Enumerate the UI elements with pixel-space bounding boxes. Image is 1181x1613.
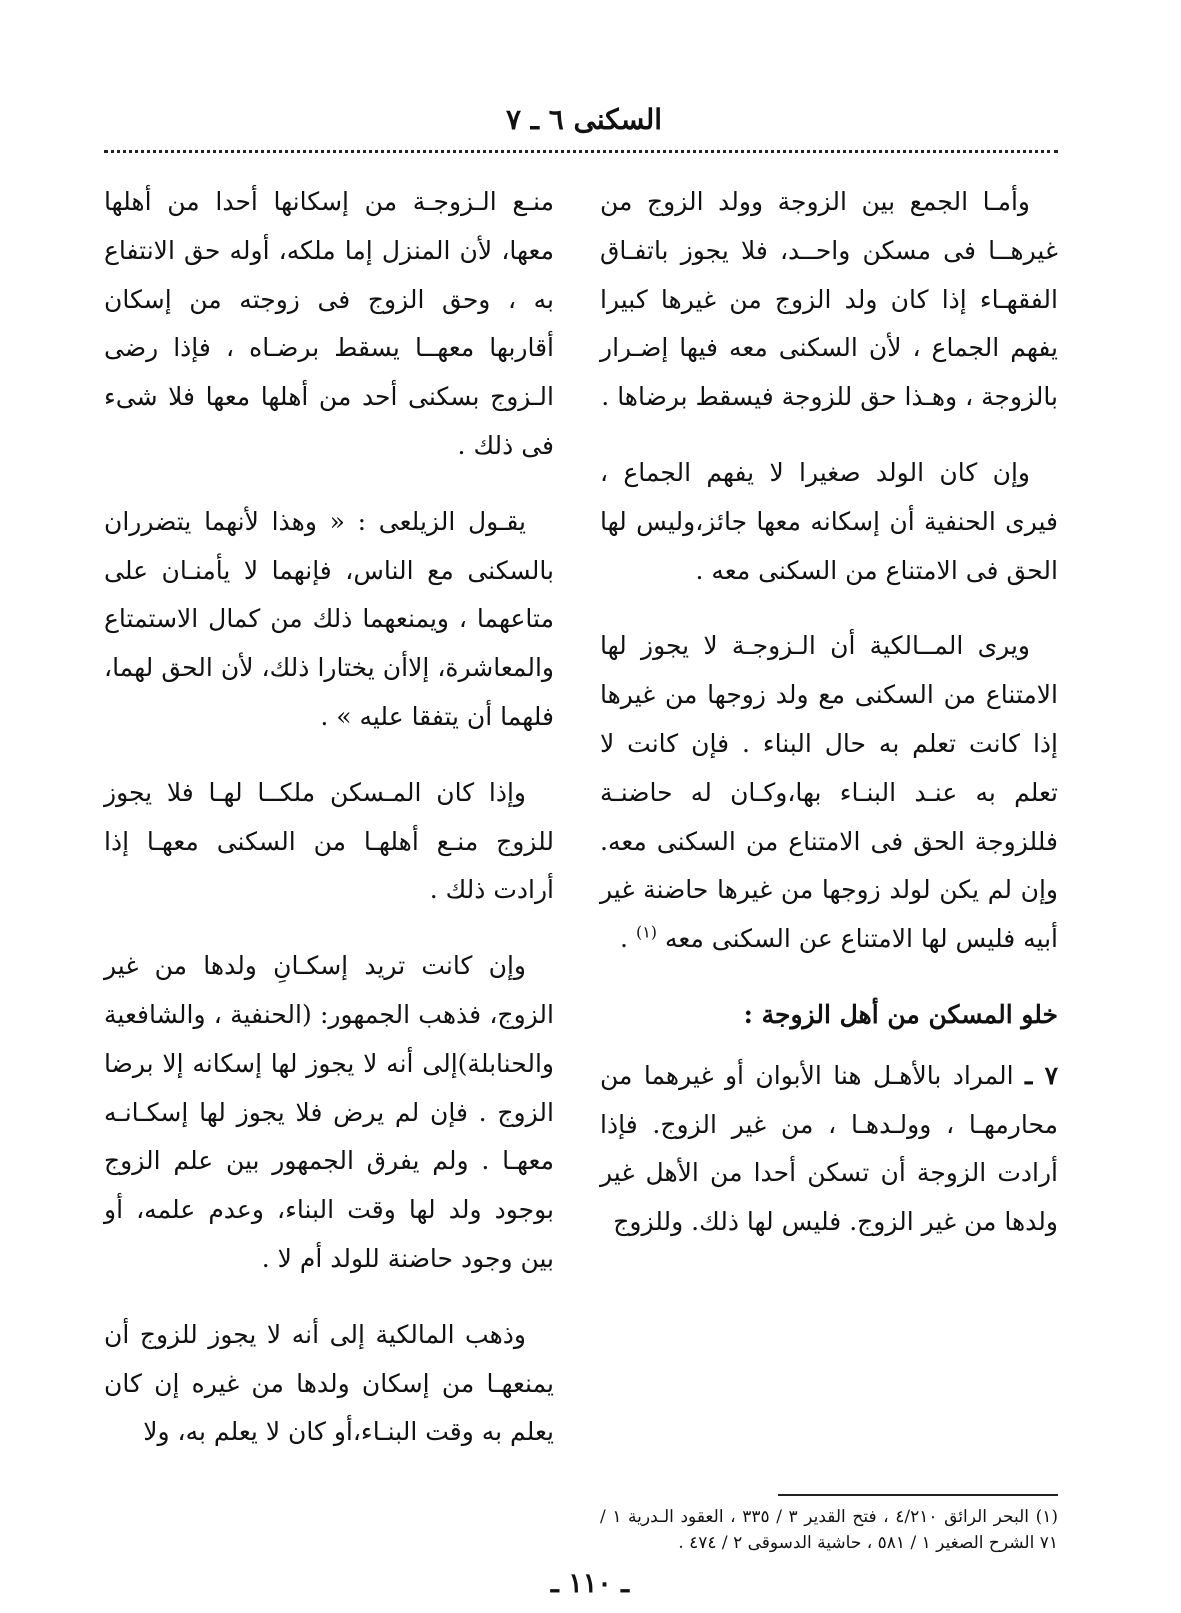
paragraph: وإن كان الولد صغيرا لا يفهم الجماع ، فيرى الحنفية أن إسكانه معها جائز،وليس لها الحق فى الامتناع من السكنى معه . xyxy=(600,457,1058,585)
paragraph: وإن كانت تريد إسكـانِ ولدها من غير الزوج، فذهب الجمهور: (الحنفية ، والشافعية والحنابلة)إلى أنه لا يجوز لها إسكانه إلا برضا الزوج . فإن لم يرض فلا يجوز لها إسكـانـه معهـا . ولم يفرق الجمهور بين علم الزوج بوجود ولد لها وقت البناء، وعدم علمه، أو بين وجود حاضنة للولد أم لا . xyxy=(104,951,554,1273)
paragraph: منـع الـزوجـة من إسكانها أحدا من أهلها معها، لأن المنزل إما ملكه، أوله حق الانتفاع به ، وحق الزوج فى زوجته من إسكان أقاربها معهــا يسقط برضـاه ، فإذا رضى الـزوج بسكنى أحد من أهلها معها فلا شىء فى ذلك . xyxy=(104,187,554,460)
footnote-reference: (١) xyxy=(635,922,658,942)
paragraph xyxy=(600,622,1058,964)
running-title: السكنى ٦ ـ ٧ xyxy=(505,103,663,136)
item-number: ٧ ـ xyxy=(1025,1060,1059,1090)
right-column xyxy=(600,178,1058,1247)
paragraph: يقـول الزيلعى : « وهذا لأنهما يتضرران بالسكنى مع الناس، فإنهما لا يأمنـان على متاعهما ، ويمنعهما ذلك من كمال الاستمتاع والمعاشرة، إلاأن يختارا ذلك، لأن الحق لهما، فلهما أن يتفقا عليه » . xyxy=(104,506,554,731)
paragraph: وإذا كان المـسكن ملكــا لهـا فلا يجوز للزوج منـع أهلهـا من السكنى معهـا إذا أرادت ذلك . xyxy=(104,777,554,905)
footnote-1: (١) البحر الرائق ٤/٢١٠ ، فتح القدير ٣ / ٣٣٥ ، العقود الـدرية ١ / ٧١ الشرح الصغير ١ / ٥٨١ ، حاشية الدسوقى ٢ / ٤٧٤ . xyxy=(600,1507,1058,1553)
footnote-separator xyxy=(778,1494,1058,1496)
paragraph xyxy=(600,1052,1058,1247)
paragraph: وأمـا الجمع بين الزوجة وولد الزوج من غيرهــا فى مسكن واحــد، فلا يجوز باتفـاق الفقهـاء إذا كان ولد الزوج من غيرها كبيرا يفهم الجماع ، لأن السكنى معه فيها إضـرار بالزوجة ، وهـذا حق للزوجة فيسقط برضاها . xyxy=(600,187,1058,412)
paragraph-text: ويرى المــالكية أن الـزوجـة لا يجوز لها الامتناع من السكنى مع ولد زوجها من غيرها إذا كانت تعلم به حال البناء . فإن كانت لا تعلم به عنـد البنـاء بها،وكـان له حاضنـة فللزوجة الحق فى الامتناع من السكنى معه. وإن لم يكن لولد زوجها من غيرها حاضنة غير أبيه فليس لها الامتناع عن السكنى معه xyxy=(600,631,1058,954)
page-number: ـ ١١٠ ـ xyxy=(550,1568,630,1599)
section-heading: خلو المسكن من أهل الزوجة : xyxy=(743,999,1058,1029)
header-dotted-rule xyxy=(104,150,1058,153)
paragraph-text: المراد بالأهـل هنا الأبوان أو غيرهما من محارمهـا ، وولـدهـا ، من غير الزوج. فإذا أرادت الزوجة أن تسكن أحدا من الأهل غير ولدها من غير الزوج. فليس لها ذلك. وللزوج xyxy=(600,1060,1058,1237)
left-column xyxy=(104,178,554,1457)
paragraph: وذهب المالكية إلى أنه لا يجوز للزوج أن يمنعهـا من إسكان ولدها من غيره إن كان يعلم به وقت البنـاء،أو كان لا يعلم به، ولا xyxy=(104,1319,554,1447)
paragraph-end: . xyxy=(620,924,636,954)
footnotes xyxy=(600,1494,1058,1556)
